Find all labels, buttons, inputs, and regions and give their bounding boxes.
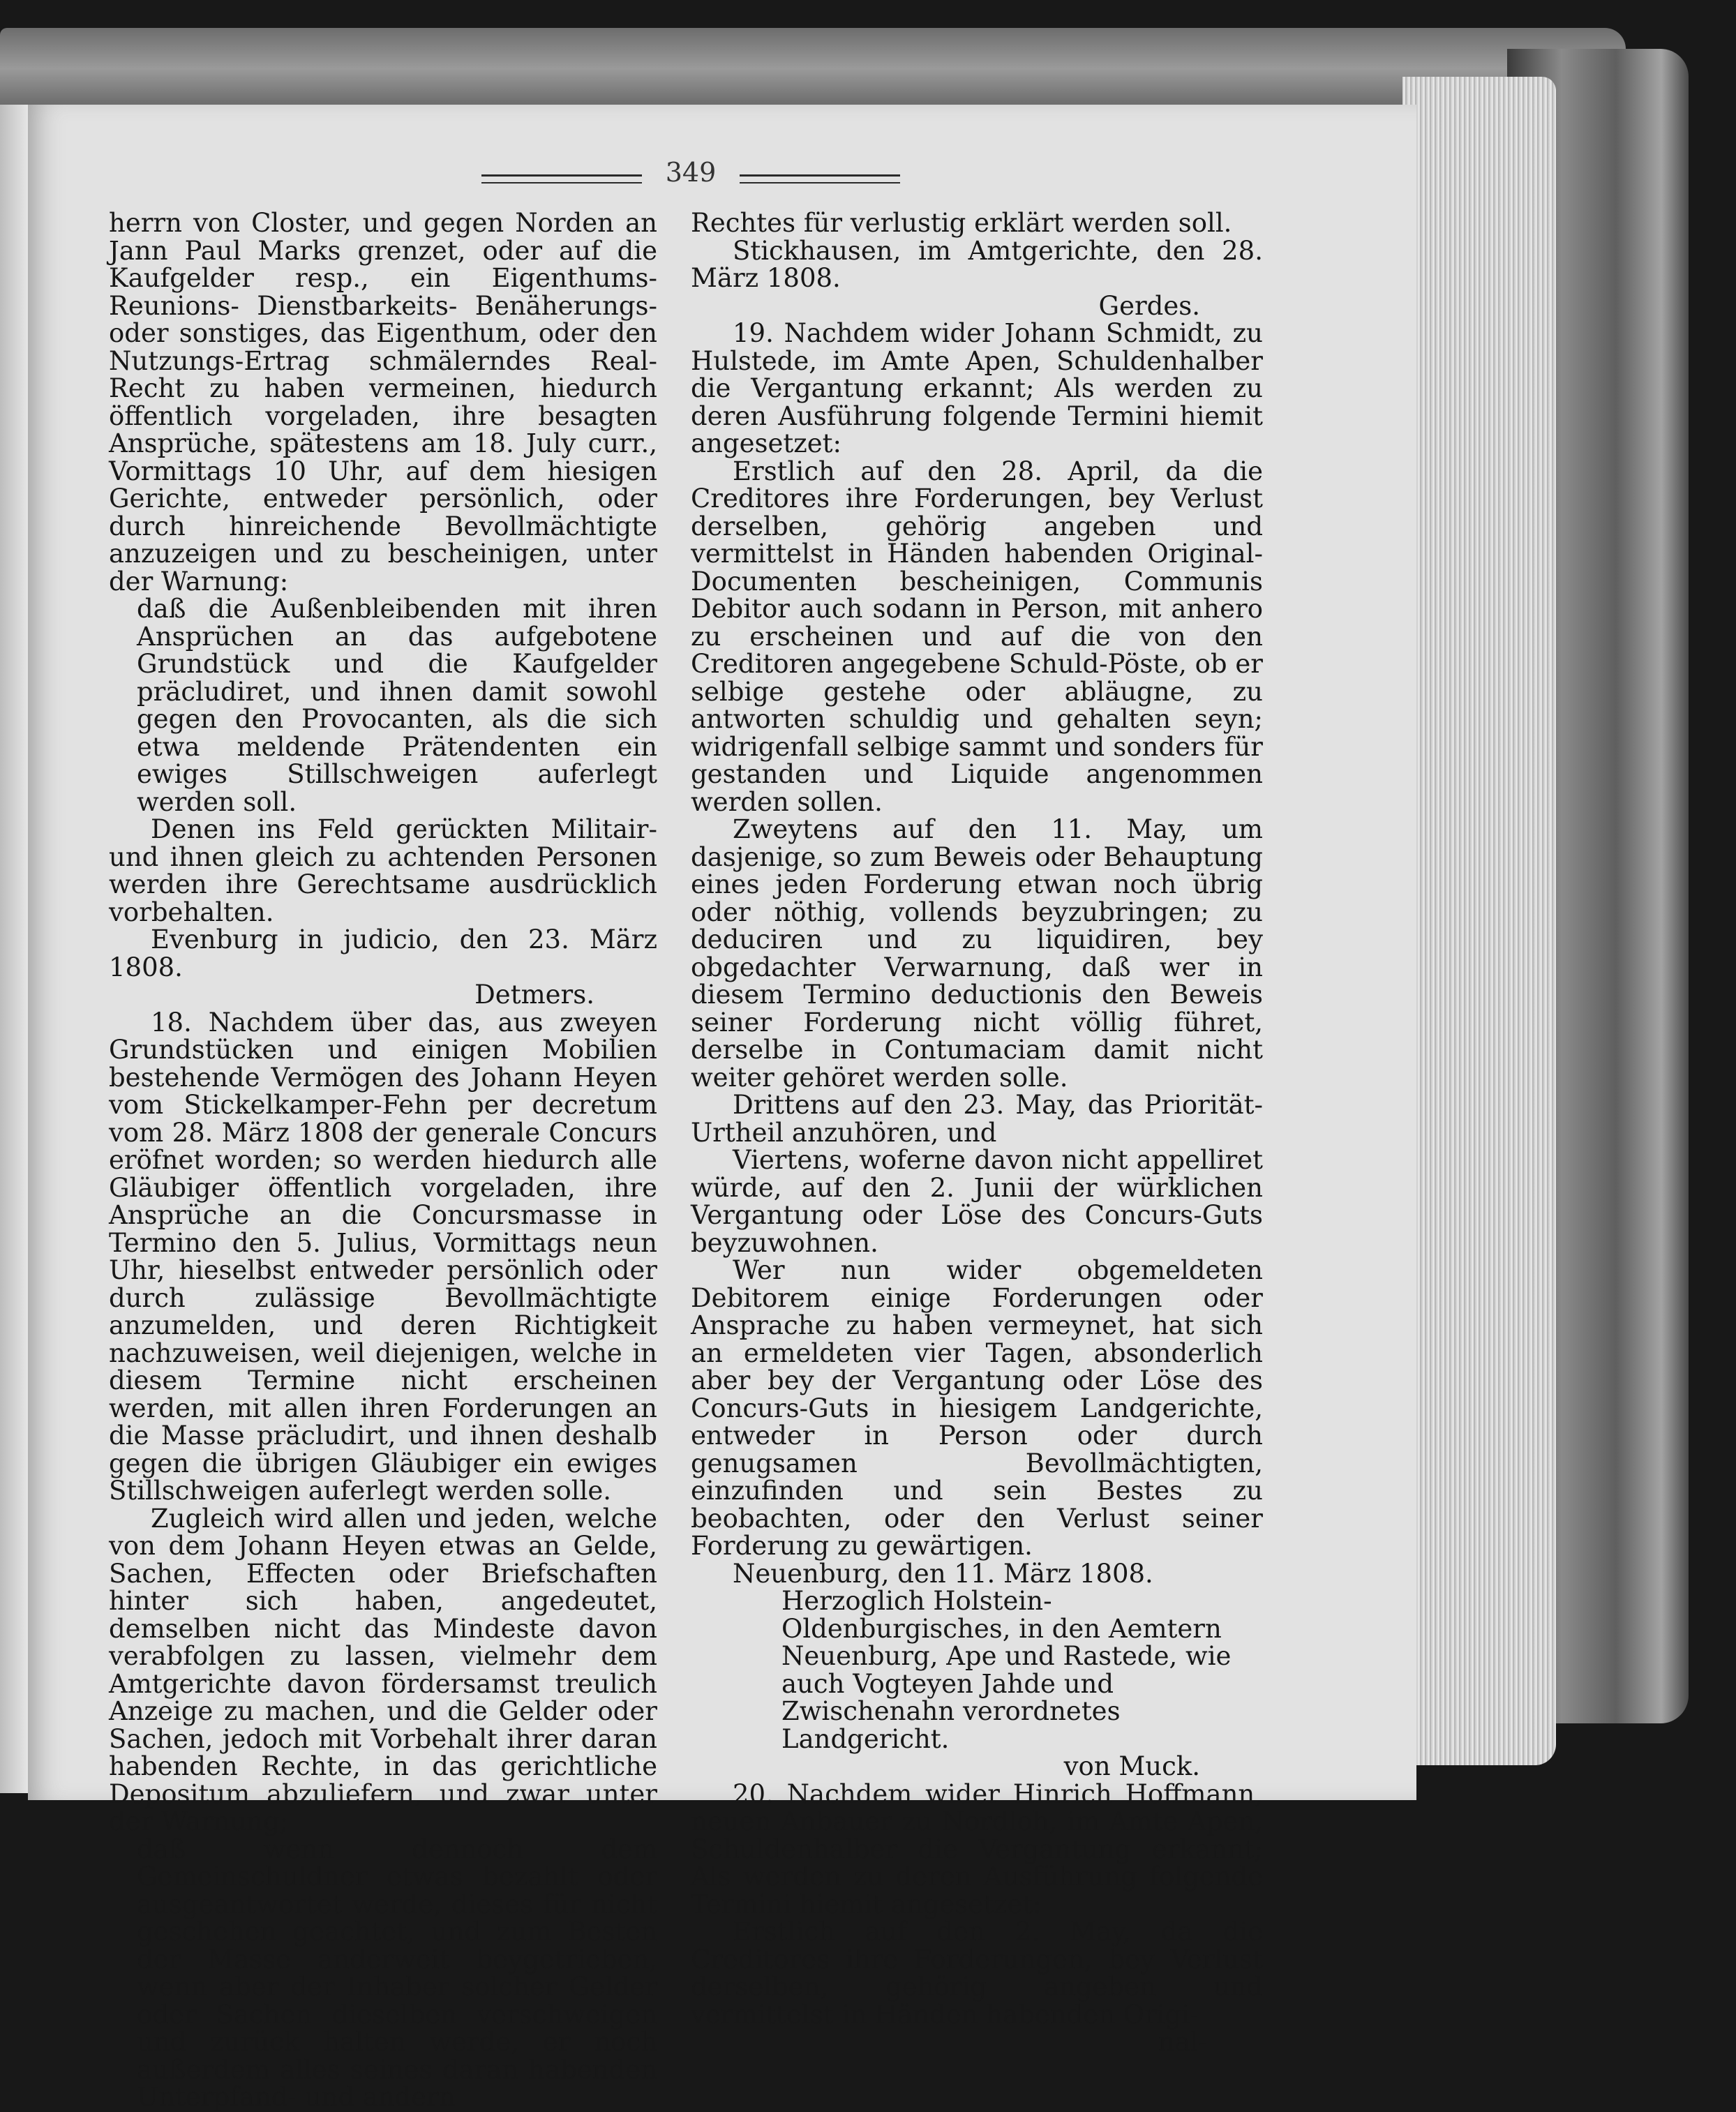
right-column-paragraph: Neuenburg, den 11. März 1808. [733,1558,1153,1589]
left-column-paragraph: Zugleich wird allen und jeden, welche von dem Johann Heyen etwas an Gelde, Sachen, Effecten oder Briefschaften hinter sich haben, angedeutet, demselben nicht das Mindeste davon verabfolgen zu lassen, vielmehr dem Amtgerichte davon fördersamst treulich Anzeige zu machen, und die Gelder oder Sachen, jedoch mit Vorbehalt ihrer daran habenden Rechte, in das gerichtliche Depositum abzuliefern, und zwar unter der Warnung; [109,1503,657,1836]
left-column-paragraph: daß die Außenbleibenden mit ihren Ansprüchen an das aufgebotene Grundstück und die Kaufgelder präcludiret, und ihnen damit sowohl gegen den Provocanten, als die sich etwa meldende Prätendenten ein ewiges Stillschweigen auferlegt werden soll. [137,594,657,817]
left-page-edge [0,105,28,1793]
right-column-paragraph: 19. Nachdem wider Johann Schmidt, zu Hulstede, im Amte Apen, Schuldenhalber die Vergantung erkannt; Als werden zu deren Ausführung folgende Termini hiemit angesetzet: [691,318,1263,458]
left-text-column [109,209,657,2111]
right-column-paragraph: Drittens auf den 23. May, das Priorität-Urtheil anzuhören, und [691,1090,1263,1148]
page-edge-stack [1402,77,1556,1765]
right-column-paragraph: 20. Nachdem wider Hinrich Hoffmann, neuen Anbauer zu Nordloh, im Amte Apen, Schuldenhalber die Vergantung erkannt; Als werden zu deren Ausführung folgende Termini hiemit angesetzet: [691,1778,1263,1919]
header-rule-right [740,174,900,184]
right-column-paragraph: Erstlich auf den 2. May, da die Creditores ihre Forderungen, bey Verlust derselben, gehörig angeben und vermittelst in Händen habenden Origi- [691,1917,1263,2030]
right-column-paragraph: Zweytens auf den 11. May, um dasjenige, so zum Beweis oder Behauptung eines jeden Forderung etwan noch übrig oder nöthig, vollends beyzubringen; zu deduciren und zu liquidiren, bey obgedachter Verwarnung, daß wer in diesem Termino deductionis den Beweis seiner Forderung nicht völlig führet, derselbe in Contumaciam damit nicht weiter gehöret werden solle. [691,814,1263,1093]
page-number: 349 [665,157,717,188]
right-column-paragraph: Erstlich auf den 28. April, da die Creditores ihre Forderungen, bey Verlust derselben, gehörig angeben und vermittelst in Händen habenden Original-Documenten bescheinigen, Communis Debitor auch sodann in Person, mit anhero zu erscheinen und auf die von den Creditoren angegebene Schuld-Pöste, ob er selbige gestehe oder abläugne, zu antworten schuldig und gehalten seyn; widrigenfall selbige sammt und sonders für gestanden und Liquide angenommen werden sollen. [691,456,1263,817]
right-column-paragraph: Viertens, woferne davon nicht appelliret würde, auf den 2. Junii der würklichen Vergantung oder Löse des Concurs-Guts beyzuwohnen. [691,1145,1263,1258]
left-column-paragraph: 18. Nachdem über das, aus zweyen Grundstücken und einigen Mobilien bestehende Vermögen des Johann Heyen vom Stickelkamper-Fehn per decretum vom 28. März 1808 der generale Concurs eröfnet worden; so werden hiedurch alle Gläubiger öffentlich vorgeladen, ihre Ansprüche an die Concursmasse in Termino den 5. Julius, Vormittags neun Uhr, hieselbst entweder persönlich oder durch zulässige Bevollmächtigte anzumelden, und deren Richtigkeit nachzuweisen, weil diejenigen, welche in diesem Termine nicht erscheinen werden, mit allen ihren Forderungen an die Masse präcludirt, und ihnen deshalb gegen die übrigen Gläubiger ein ewiges Stillschweigen auferlegt werden solle. [109,1007,657,1506]
right-column-paragraph: Herzoglich Holstein-Oldenburgisches, in den Aemtern Neuenburg, Ape und Rastede, wie auch Vogteyen Jahde und Zwischenahn verordnetes Landgericht. [781,1586,1232,1754]
header-rule-left [481,174,642,184]
left-column-paragraph: daß wenn dennoch dem Gemeinschuldner etwas bezahlt oder ausgeantwortet werde, dieses für nicht geschehen geachtet, und zum Besten der Masse anderweit beygetrieben, wenn aber der Inhaber solcher Gelder oder Sachen dieselben verschweigen und zurück halten werde, er noch außerdem alles seines daran habenden Unterpfand- und andern [137,1834,657,2112]
left-column-paragraph: Evenburg in judicio, den 23. März 1808. [109,924,657,982]
left-column-paragraph: herrn von Closter, und gegen Norden an Jann Paul Marks grenzet, oder auf die Kaufgelder resp., ein Eigenthums- Reunions- Dienstbarkeits- Benäherungs- oder sonstiges, das Eigenthum, oder den Nutzungs-Ertrag schmälerndes Real-Recht zu haben vermeinen, hiedurch öffentlich vorgeladen, ihre besagten Ansprüche, spätestens am 18. July curr., Vormittags 10 Uhr, auf dem hiesigen Gerichte, entweder persönlich, oder durch hinreichende Bevollmächtigte anzuzeigen und zu bescheinigen, unter der Warnung: [109,208,657,597]
right-column-paragraph: nal- [1158,2027,1207,2057]
right-text-column [691,209,1263,2056]
right-column-paragraph: Wer nun wider obgemeldeten Debitorem einige Forderungen oder Ansprache zu haben vermeynet, hat sich an ermeldeten vier Tagen, absonderlich aber bey der Vergantung oder Löse des Concurs-Guts in hiesigem Landgerichte, entweder in Person oder durch genugsamen Bevollmächtigten, einzufinden und sein Bestes zu beobachten, oder den Verlust seiner Forderung zu gewärtigen. [691,1255,1263,1561]
left-column-paragraph: Detmers. [474,980,594,1010]
page-header [481,157,900,192]
left-column-paragraph: Denen ins Feld gerückten Militair- und ihnen gleich zu achtenden Personen werden ihre Gerechtsame ausdrücklich vorbehalten. [109,814,657,927]
right-column-paragraph: Rechtes für verlustig erklärt werden soll. [691,208,1232,238]
right-column-paragraph: von Muck. [1063,1751,1200,1781]
right-column-paragraph: Stickhausen, im Amtgerichte, den 28. März 1808. [691,235,1263,293]
right-column-paragraph: Gerdes. [1098,290,1200,321]
